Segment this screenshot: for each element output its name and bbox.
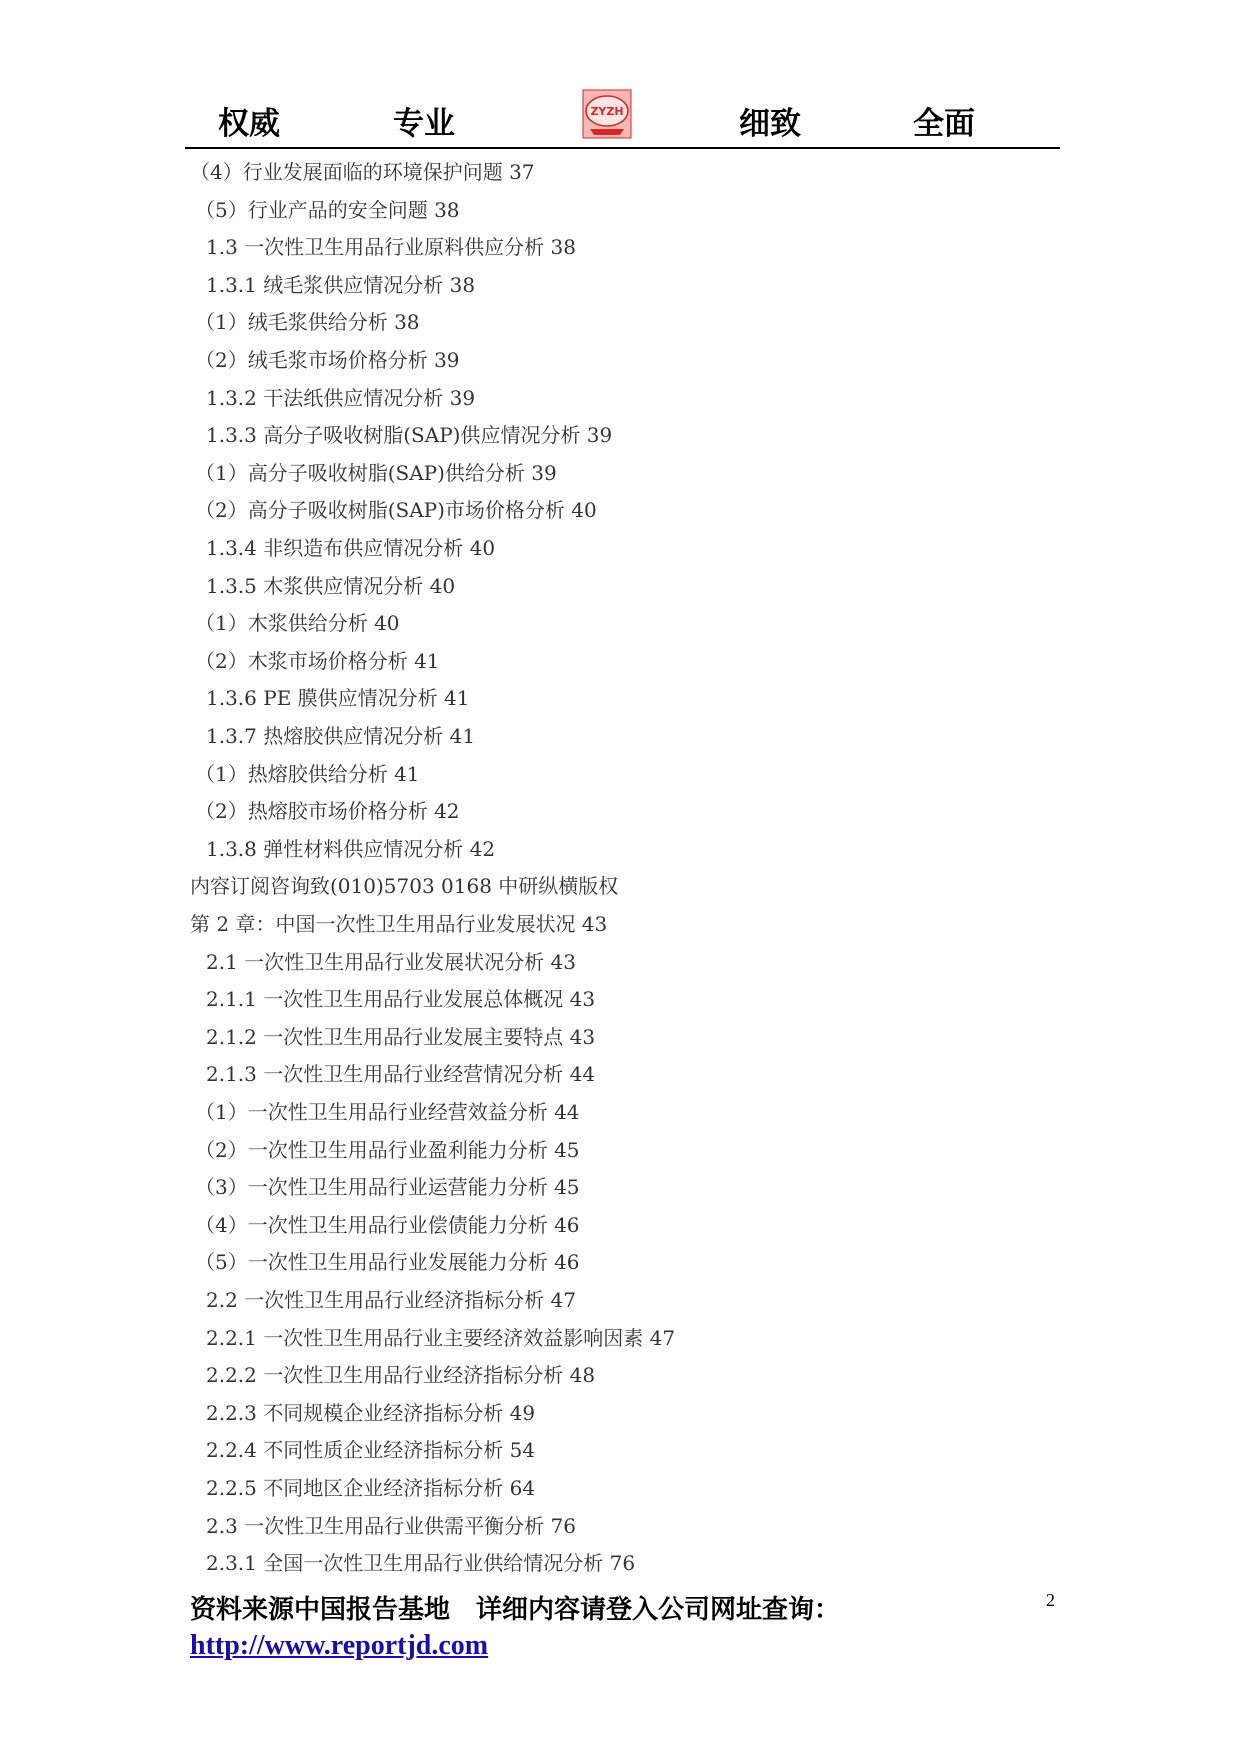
toc-entry: 1.3.3 高分子吸收树脂(SAP)供应情况分析 39 — [206, 423, 613, 448]
footer-website-link[interactable]: http://www.reportjd.com — [190, 1630, 489, 1661]
toc-entry: 1.3.8 弹性材料供应情况分析 42 — [206, 836, 496, 861]
toc-entry: 1.3.4 非织造布供应情况分析 40 — [206, 536, 496, 560]
toc-entry: （5）行业产品的安全问题 38 — [195, 197, 460, 222]
toc-entry: 2.2.2 一次性卫生用品行业经济指标分析 48 — [206, 1363, 596, 1388]
toc-entry: 2.1.1 一次性卫生用品行业发展总体概况 43 — [206, 987, 596, 1012]
toc-entry: 2.2.5 不同地区企业经济指标分析 64 — [206, 1476, 536, 1500]
logo-text: ZYZH — [590, 105, 624, 118]
toc-entry: （4）行业发展面临的环境保护问题 37 — [190, 160, 535, 184]
toc-entry: 1.3.6 PE 膜供应情况分析 41 — [206, 686, 470, 711]
toc-entry: 内容订阅咨询致(010)5703 0168 中研纵横版权 — [190, 874, 619, 899]
header-word-authority: 权威 — [218, 106, 280, 142]
toc-entry: 2.1.2 一次性卫生用品行业发展主要特点 43 — [206, 1024, 596, 1049]
toc-entry: （1）绒毛浆供给分析 38 — [195, 310, 420, 335]
toc-entry: （2）绒毛浆市场价格分析 39 — [195, 348, 460, 372]
toc-entry: 2.2 一次性卫生用品行业经济指标分析 47 — [206, 1288, 576, 1312]
toc-entry: （1）一次性卫生用品行业经营效益分析 44 — [195, 1100, 580, 1124]
toc-entry: （3）一次性卫生用品行业运营能力分析 45 — [195, 1175, 580, 1200]
toc-entry: 1.3.1 绒毛浆供应情况分析 38 — [206, 272, 476, 297]
page-number: 2 — [1046, 1590, 1055, 1610]
toc-entry: 2.1.3 一次性卫生用品行业经营情况分析 44 — [206, 1062, 596, 1087]
toc-entry: 2.3.1 全国一次性卫生用品行业供给情况分析 76 — [206, 1551, 636, 1576]
toc-entry: 1.3.5 木浆供应情况分析 40 — [206, 573, 456, 598]
toc-entry: （2）高分子吸收树脂(SAP)市场价格分析 40 — [195, 498, 597, 523]
toc-entry: （2）一次性卫生用品行业盈利能力分析 45 — [195, 1137, 580, 1162]
toc-entry: 2.2.1 一次性卫生用品行业主要经济效益影响因素 47 — [206, 1325, 676, 1350]
toc-entry: 2.2.4 不同性质企业经济指标分析 54 — [206, 1438, 536, 1463]
toc-entry: （2）热熔胶市场价格分析 42 — [195, 799, 460, 824]
toc-entry: 2.1 一次性卫生用品行业发展状况分析 43 — [206, 949, 576, 974]
toc-entry: （2）木浆市场价格分析 41 — [195, 648, 440, 673]
toc-entry: （1）木浆供给分析 40 — [195, 611, 400, 636]
toc-entry: 1.3 一次性卫生用品行业原料供应分析 38 — [206, 235, 576, 260]
header-word-comprehensive: 全面 — [913, 106, 975, 142]
toc-entry: 1.3.2 干法纸供应情况分析 39 — [206, 385, 476, 410]
toc-entry: 2.2.3 不同规模企业经济指标分析 49 — [206, 1400, 536, 1425]
header-word-detailed: 细致 — [739, 106, 801, 142]
toc-entry: （1）高分子吸收树脂(SAP)供给分析 39 — [195, 460, 557, 485]
toc-entry: （5）一次性卫生用品行业发展能力分析 46 — [195, 1250, 580, 1275]
header-divider — [185, 147, 1060, 149]
toc-entry: （1）热熔胶供给分析 41 — [195, 761, 420, 786]
toc-entry: 2.3 一次性卫生用品行业供需平衡分析 76 — [206, 1513, 576, 1538]
company-logo — [582, 89, 632, 139]
toc-entry: （4）一次性卫生用品行业偿债能力分析 46 — [195, 1212, 580, 1237]
header-word-professional: 专业 — [393, 106, 455, 142]
toc-entry: 第 2 章：中国一次性卫生用品行业发展状况 43 — [190, 912, 608, 936]
footer-source-text: 资料来源中国报告基地 详细内容请登入公司网址查询： — [190, 1595, 841, 1625]
toc-entry: 1.3.7 热熔胶供应情况分析 41 — [206, 724, 476, 748]
